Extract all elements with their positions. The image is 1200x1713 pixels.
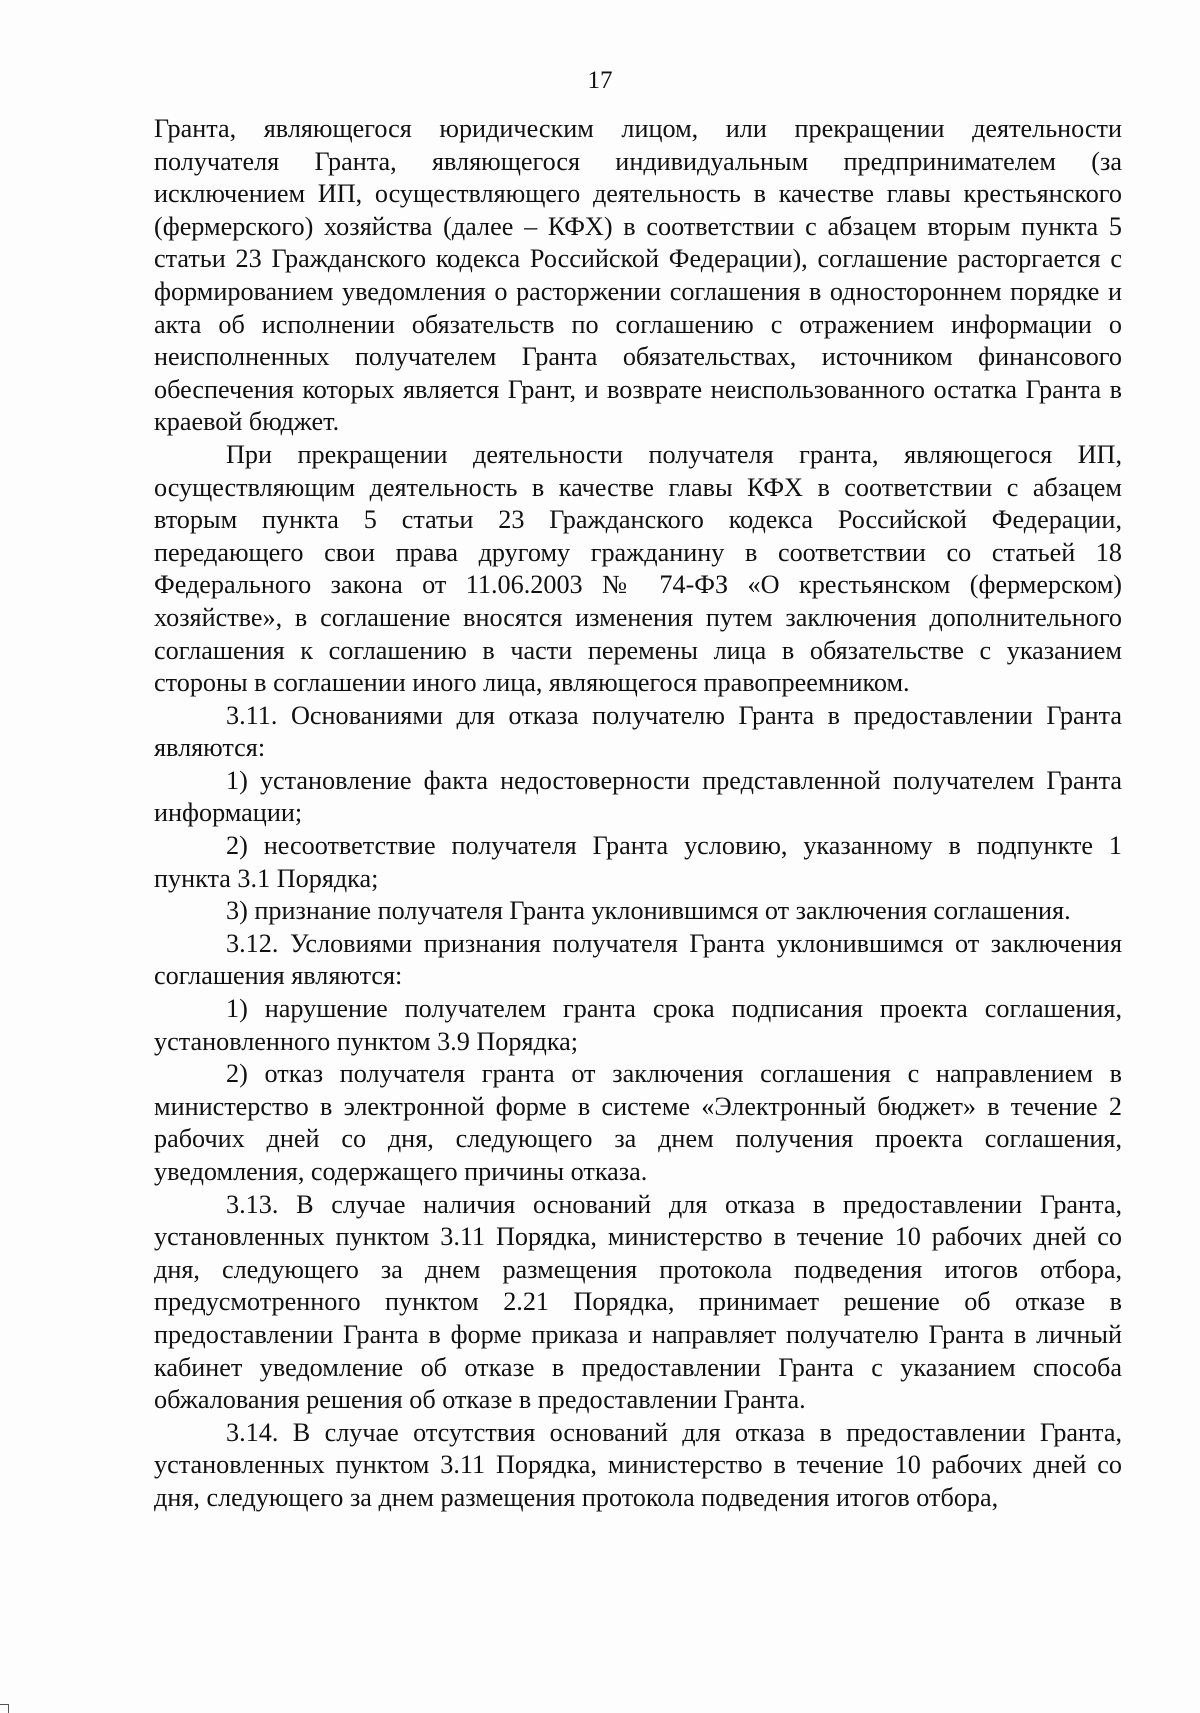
list-item-3-11-3: 3) признание получателя Гранта уклонившимся от заключения соглашения.: [226, 896, 1071, 926]
paragraph-continuation: Гранта, являющегося юридическим лицом, или прекращении деятельности получателя Гранта, являющегося индивидуальным предпринимателем (за исключением ИП, осуществляющего деятельность в качестве главы крестьянского (фермерского) хозяйства (далее – КФХ) в соответствии с абзацем вторым пункта 5 статьи 23 Гражданского кодекса Российской Федерации), соглашение расторгается с формированием уведомления о расторжении соглашения в одностороннем порядке и акта об исполнении обязательств по соглашению с отражением информации о неисполненных получателем Гранта обязательствах, источником финансового обеспечения которых является Грант, и возврате неиспользованного остатка Гранта в краевой бюджет.: [154, 114, 1122, 437]
document-body: [154, 113, 1122, 1515]
list-item-3-11-2: 2) несоответствие получателя Гранта условию, указанному в подпункте 1 пункта 3.1 Порядка;: [154, 831, 1122, 893]
list-item-3-11-1: 1) установление факта недостоверности представленной получателем Гранта информации;: [154, 765, 1122, 828]
paragraph-3-12: 3.12. Условиями признания получателя Гранта уклонившимся от заключения соглашения являются:: [154, 928, 1122, 991]
list-item-3-12-1: 1) нарушение получателем гранта срока подписания проекта соглашения, установленного пунктом 3.9 Порядка;: [154, 994, 1122, 1056]
scan-corner-mark: [0, 1704, 9, 1713]
paragraph-3-14: 3.14. В случае отсутствия оснований для отказа в предоставлении Гранта, установленных пунктом 3.11 Порядка, министерство в течение 10 рабочих дней со дня, следующего за днем размещения протокола подведения итогов отбора,: [154, 1417, 1122, 1512]
paragraph-kfh-succession: При прекращении деятельности получателя гранта, являющегося ИП, осуществляющим деятельность в качестве главы КФХ в соответствии с абзацем вторым пункта 5 статьи 23 Гражданского кодекса Российской Федерации, передающего свои права другому гражданину в соответствии со статьей 18 Федерального закона от 11.06.2003 № 74-ФЗ «О крестьянском (фермерском) хозяйстве», в соглашение вносятся изменения путем заключения дополнительного соглашения к соглашению в части перемены лица в обязательстве с указанием стороны в соглашении иного лица, являющегося правопреемником.: [154, 439, 1122, 698]
paragraph-3-11: 3.11. Основаниями для отказа получателю Гранта в предоставлении Гранта являются:: [154, 700, 1122, 763]
page-number: 17: [587, 67, 613, 94]
list-item-3-12-2: 2) отказ получателя гранта от заключения соглашения с направлением в министерство в электронной форме в системе «Электронный бюджет» в течение 2 рабочих дней со дня, следующего за днем получения проекта соглашения, уведомления, содержащего причины отказа.: [154, 1059, 1122, 1186]
paragraph-3-13: 3.13. В случае наличия оснований для отказа в предоставлении Гранта, установленных пунктом 3.11 Порядка, министерство в течение 10 рабочих дней со дня, следующего за днем размещения протокола подведения итогов отбора, предусмотренного пунктом 2.21 Порядка, принимает решение об отказе в предоставлении Гранта в форме приказа и направляет получателю Гранта в личный кабинет уведомление об отказе в предоставлении Гранта с указанием способа обжалования решения об отказе в предоставлении Гранта.: [154, 1189, 1122, 1415]
